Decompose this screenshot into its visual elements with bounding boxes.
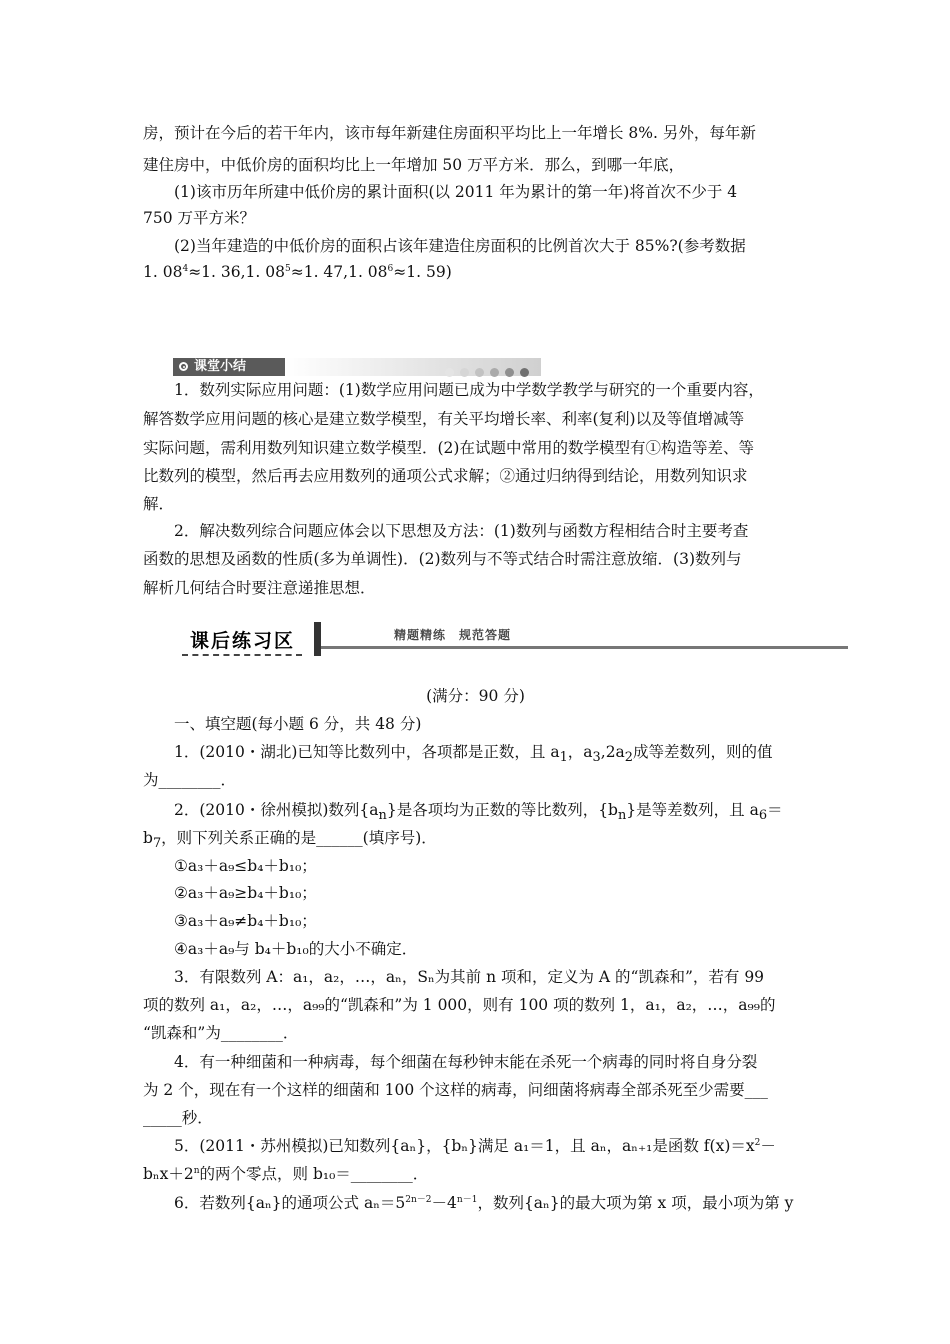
q6-text: 6．若数列{aₙ}的通项公式 aₙ＝5 <box>174 1194 406 1212</box>
q1-text: 成等差数列，则的值 <box>633 743 773 761</box>
ref-b-exp: 5 <box>285 264 291 274</box>
ref-a-base: 1. 08 <box>143 263 183 281</box>
q6-text: －4 <box>431 1194 457 1212</box>
summary-line: 解析几何结合时要注意递推思想． <box>143 579 376 597</box>
target-icon <box>179 362 188 371</box>
dot-icon <box>520 368 529 377</box>
banner-title: 课堂小结 <box>194 359 247 374</box>
q5-text: 5．(2011・苏州模拟)已知数列{aₙ}，{bₙ}满足 a₁＝1，且 aₙ，aₙ₊₁是函数 f(x)＝x <box>174 1137 755 1155</box>
q5-text: bₙx＋2 <box>143 1165 194 1183</box>
dot-icon <box>490 368 499 377</box>
text-line: 建住房中，中低价房的面积均比上一年增加 50 万平方米．那么，到哪一年底， <box>143 156 685 174</box>
q5-text: 的两个零点，则 b₁₀＝________． <box>199 1165 429 1183</box>
option-2: ②a₃＋a₉≥b₄＋b₁₀； <box>174 884 317 902</box>
option-1: ①a₃＋a₉≤b₄＋b₁₀； <box>174 857 317 875</box>
section-heading: 一、填空题(每小题 6 分，共 48 分) <box>174 715 422 733</box>
ref-b-base: 1. 08 <box>245 263 285 281</box>
q6-text: ，数列{aₙ}的最大项为第 x 项，最小项为第 y <box>477 1194 794 1212</box>
superscript: 2 <box>754 1138 761 1148</box>
banner-gradient <box>285 358 541 376</box>
ref-a-exp: 4 <box>182 264 189 274</box>
ref-b-val: ≈1. 47, <box>290 263 349 281</box>
subscript: 7 <box>152 836 162 852</box>
q2-text: ，则下列关系正确的是______(填序号)． <box>161 829 437 847</box>
question-2 <box>143 800 839 826</box>
subscript: 2 <box>624 750 634 766</box>
superscript: 2n－2 <box>405 1195 432 1205</box>
text-line: 750 万平方米？ <box>143 209 256 227</box>
question-2-cont <box>143 828 808 854</box>
summary-line: 解答数学应用问题的核心是建立数学模型，有关平均增长率、利率(复利)以及等值增减等 <box>143 410 745 428</box>
subscript: n <box>617 808 627 824</box>
summary-line: 解． <box>143 495 175 513</box>
text-line: 房，预计在今后的若干年内，该市每年新建住房面积平均比上一年增长 8%. 另外，每年新 <box>143 124 756 142</box>
question-3-cont: “凯森和”为________． <box>143 1024 299 1042</box>
subscript: 3 <box>592 750 601 766</box>
section-banner-summary <box>173 358 541 376</box>
superscript: n－1 <box>456 1195 478 1205</box>
question-3-cont: 项的数列 a₁，a₂，…，a₉₉的“凯森和”为 1 000，则有 100 项的数列 1，a₁，a₂，…，a₉₉的 <box>143 996 776 1014</box>
q2-text: }是等差数列，且 a <box>626 801 759 819</box>
ref-a-val: ≈1. 36, <box>188 263 246 281</box>
question-1 <box>143 742 839 768</box>
q1-text: ，a <box>567 743 593 761</box>
text-line: (1)该市历年所建中低价房的累计面积(以 2011 年为累计的第一年)将首次不少于 4 <box>174 183 738 201</box>
dot-icon <box>445 368 454 377</box>
q2-text: b <box>143 829 153 847</box>
question-4-cont: _____秒． <box>143 1109 213 1127</box>
summary-line: 函数的思想及函数的性质(多为单调性)．(2)数列与不等式结合时需注意放缩．(3)数列与 <box>143 550 742 568</box>
text-line: (2)当年建造的中低价房的面积占该年建造住房面积的比例首次大于 85%?(参考数据 <box>174 237 746 255</box>
banner-divider-bar <box>314 622 321 656</box>
banner-dashed-underline <box>182 654 302 656</box>
ref-c-base: 1. 08 <box>348 263 388 281</box>
question-1-cont: 为________． <box>143 771 237 789</box>
q1-text: ,2a <box>600 743 625 761</box>
banner-title: 课后练习区 <box>190 630 296 652</box>
question-5 <box>143 1136 839 1156</box>
dot-icon <box>460 368 469 377</box>
question-3: 3．有限数列 A：a₁，a₂，…，aₙ，Sₙ为其前 n 项和，定义为 A 的“凯森和”，若有 99 <box>174 968 765 986</box>
superscript: n <box>193 1166 200 1176</box>
banner-subtitle: 精题精练 规范答题 <box>394 628 512 642</box>
question-4-cont: 为 2 个，现在有一个这样的细菌和 100 个这样的病毒，问细菌将病毒全部杀死至少需要___ <box>143 1081 768 1099</box>
q2-text: ＝ <box>767 801 783 819</box>
reference-data-line <box>143 262 808 282</box>
banner-rule <box>321 646 848 649</box>
subscript: n <box>378 808 387 824</box>
section-banner-exercises <box>182 622 848 658</box>
q2-text: }是各项均为正数的等比数列，{b <box>386 801 618 819</box>
score-line: (满分：90 分) <box>426 687 525 705</box>
q1-text: 1．(2010・湖北)已知等比数列中，各项都是正数，且 a <box>174 743 560 761</box>
subscript: 6 <box>758 808 768 824</box>
question-4: 4．有一种细菌和一种病毒，每个细菌在每秒钟末能在杀死一个病毒的同时将自身分裂 <box>174 1053 758 1071</box>
q5-text: － <box>760 1137 776 1155</box>
subscript: 1 <box>559 750 568 766</box>
dot-icon <box>475 368 484 377</box>
question-6 <box>143 1193 839 1213</box>
option-3: ③a₃＋a₉≠b₄＋b₁₀； <box>174 912 317 930</box>
decorative-dots <box>439 362 529 381</box>
option-4: ④a₃＋a₉与 b₄＋b₁₀的大小不确定． <box>174 940 418 958</box>
summary-line: 1．数列实际应用问题：(1)数学应用问题已成为中学数学教学与研究的一个重要内容， <box>174 381 764 399</box>
summary-line: 比数列的模型，然后再去应用数列的通项公式求解；②通过归纳得到结论，用数列知识求 <box>143 467 748 485</box>
banner-label <box>173 358 285 376</box>
dot-icon <box>505 368 514 377</box>
ref-c-val: ≈1. 59) <box>393 263 452 281</box>
q2-text: 2．(2010・徐州模拟)数列{a <box>174 801 379 819</box>
ref-c-exp: 6 <box>387 264 394 274</box>
summary-line: 2．解决数列综合问题应体会以下思想及方法：(1)数列与函数方程相结合时主要考查 <box>174 522 749 540</box>
summary-line: 实际问题，需利用数列知识建立数学模型．(2)在试题中常用的数学模型有①构造等差、等 <box>143 439 754 457</box>
question-5-cont <box>143 1164 808 1184</box>
